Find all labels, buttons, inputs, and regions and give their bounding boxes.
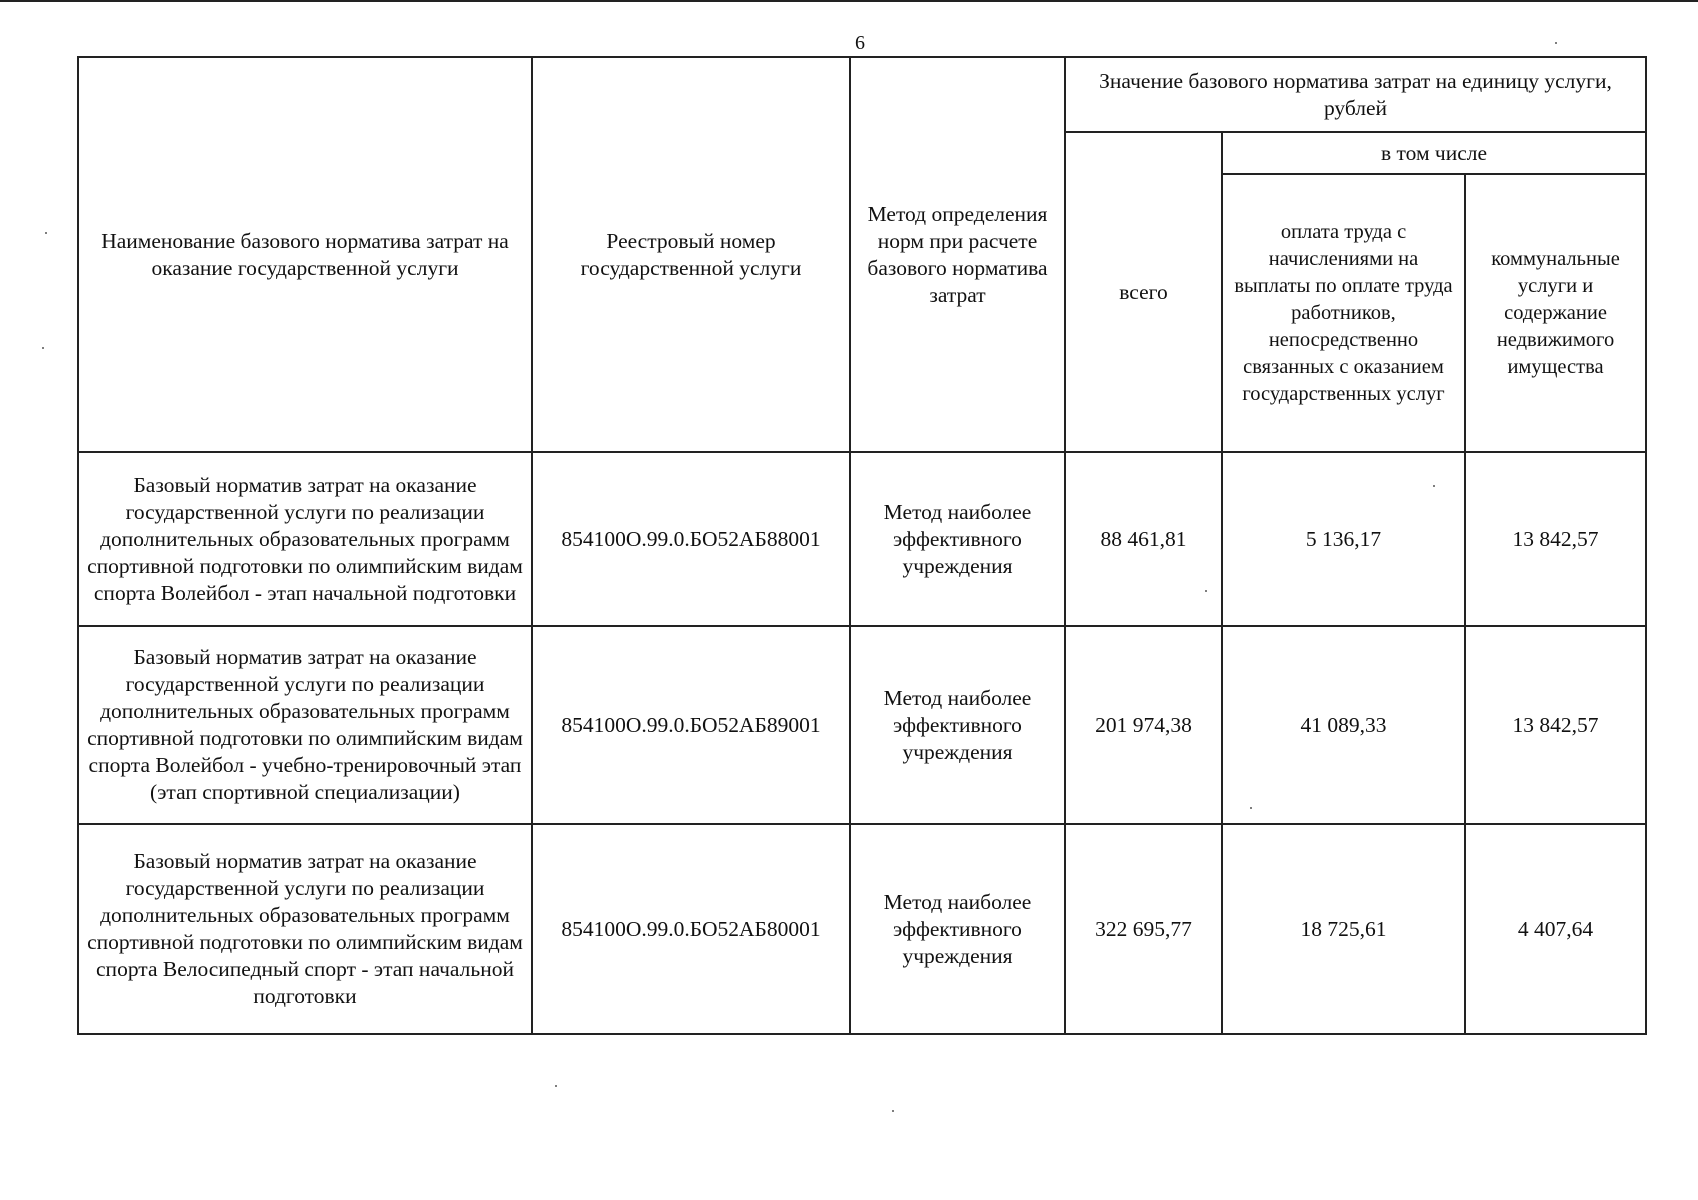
header-registry-number: Реестровый номер государственной услуги	[532, 57, 850, 452]
header-method: Метод определения норм при расчете базового норматива затрат	[850, 57, 1065, 452]
row-labor: 41 089,33	[1222, 626, 1465, 824]
scan-speck	[1555, 42, 1557, 44]
scan-speck	[892, 1110, 894, 1112]
header-labor: оплата труда с начислениями на выплаты по оплате труда работников, непосредственно связанных с оказанием государственных услуг	[1222, 174, 1465, 452]
header-row-1	[78, 57, 1646, 132]
row-name: Базовый норматив затрат на оказание государственной услуги по реализации дополнительных образовательных программ спортивной подготовки по олимпийским видам спорта Волейбол - учебно-тренировочный этап (этап спортивной специализации)	[78, 626, 532, 824]
row-method: Метод наиболее эффективного учреждения	[850, 452, 1065, 626]
row-registry-number: 854100О.99.0.БО52АБ80001	[532, 824, 850, 1034]
scan-speck	[1433, 485, 1435, 487]
header-value-group: Значение базового норматива затрат на единицу услуги, рублей	[1065, 57, 1646, 132]
row-utilities: 4 407,64	[1465, 824, 1646, 1034]
table-row	[78, 452, 1646, 626]
row-registry-number: 854100О.99.0.БО52АБ89001	[532, 626, 850, 824]
row-labor: 18 725,61	[1222, 824, 1465, 1034]
row-method: Метод наиболее эффективного учреждения	[850, 824, 1065, 1034]
scan-speck	[45, 232, 47, 234]
table-row	[78, 626, 1646, 824]
header-total: всего	[1065, 132, 1222, 452]
scan-speck	[42, 347, 44, 349]
row-total: 201 974,38	[1065, 626, 1222, 824]
row-total: 322 695,77	[1065, 824, 1222, 1034]
top-border-line	[0, 0, 1698, 2]
header-including: в том числе	[1222, 132, 1646, 174]
cost-norms-table	[77, 56, 1647, 1035]
row-labor: 5 136,17	[1222, 452, 1465, 626]
row-total: 88 461,81	[1065, 452, 1222, 626]
row-utilities: 13 842,57	[1465, 452, 1646, 626]
row-method: Метод наиболее эффективного учреждения	[850, 626, 1065, 824]
scan-speck	[1205, 590, 1207, 592]
row-registry-number: 854100О.99.0.БО52АБ88001	[532, 452, 850, 626]
row-name: Базовый норматив затрат на оказание государственной услуги по реализации дополнительных образовательных программ спортивной подготовки по олимпийским видам спорта Велосипедный спорт - этап начальной подготовки	[78, 824, 532, 1034]
scan-speck	[555, 1085, 557, 1087]
page-number: 6	[855, 32, 865, 54]
table-row	[78, 824, 1646, 1034]
header-name: Наименование базового норматива затрат на оказание государственной услуги	[78, 57, 532, 452]
scan-speck	[1250, 807, 1252, 809]
row-utilities: 13 842,57	[1465, 626, 1646, 824]
row-name: Базовый норматив затрат на оказание государственной услуги по реализации дополнительных образовательных программ спортивной подготовки по олимпийским видам спорта Волейбол - этап начальной подготовки	[78, 452, 532, 626]
header-utilities: коммунальные услуги и содержание недвижимого имущества	[1465, 174, 1646, 452]
